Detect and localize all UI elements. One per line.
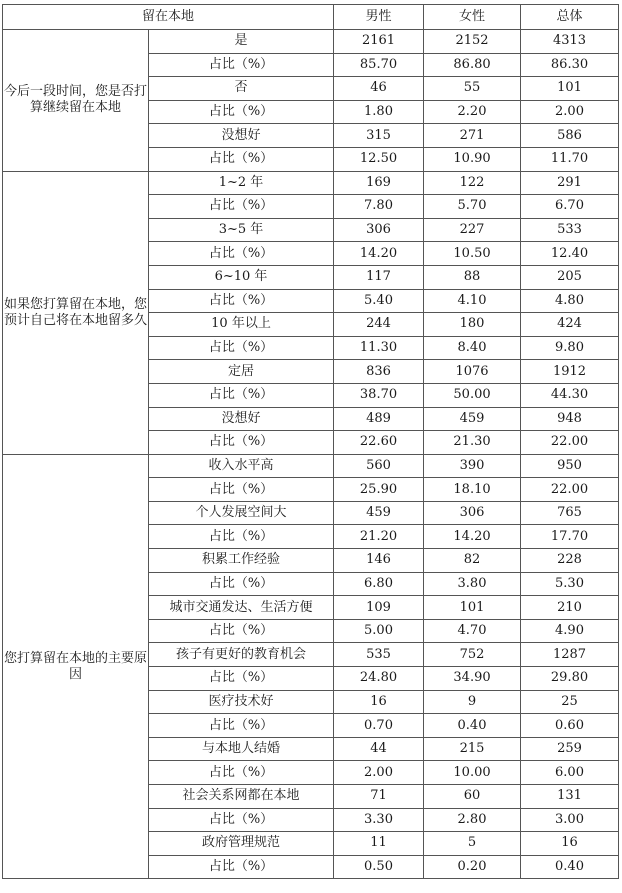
total-value: 17.70 (521, 525, 619, 549)
option-label: 占比（%） (149, 195, 334, 219)
header-male: 男性 (334, 5, 424, 30)
female-value: 215 (424, 737, 521, 761)
total-value: 1912 (521, 360, 619, 384)
option-label: 占比（%） (149, 100, 334, 124)
table-row (3, 30, 619, 54)
total-value: 22.00 (521, 478, 619, 502)
female-value: 0.40 (424, 714, 521, 738)
option-label: 没想好 (149, 124, 334, 148)
female-value: 88 (424, 265, 521, 289)
female-value: 390 (424, 454, 521, 478)
total-value: 6.00 (521, 761, 619, 785)
total-value: 765 (521, 501, 619, 525)
total-value: 11.70 (521, 147, 619, 171)
male-value: 489 (334, 407, 424, 431)
female-value: 8.40 (424, 336, 521, 360)
total-value: 16 (521, 832, 619, 856)
option-label: 社会关系网都在本地 (149, 785, 334, 809)
option-label: 占比（%） (149, 525, 334, 549)
male-value: 560 (334, 454, 424, 478)
total-value: 9.80 (521, 336, 619, 360)
male-value: 12.50 (334, 147, 424, 171)
male-value: 6.80 (334, 572, 424, 596)
male-value: 535 (334, 643, 424, 667)
male-value: 7.80 (334, 195, 424, 219)
male-value: 85.70 (334, 53, 424, 77)
option-label: 1~2 年 (149, 171, 334, 195)
male-value: 244 (334, 313, 424, 337)
male-value: 836 (334, 360, 424, 384)
option-label: 占比（%） (149, 855, 334, 879)
male-value: 38.70 (334, 383, 424, 407)
total-value: 586 (521, 124, 619, 148)
total-value: 1287 (521, 643, 619, 667)
total-value: 101 (521, 77, 619, 101)
female-value: 2.20 (424, 100, 521, 124)
option-label: 与本地人结婚 (149, 737, 334, 761)
total-value: 131 (521, 785, 619, 809)
total-value: 29.80 (521, 667, 619, 691)
option-label: 城市交通发达、生活方便 (149, 596, 334, 620)
female-value: 752 (424, 643, 521, 667)
male-value: 5.40 (334, 289, 424, 313)
male-value: 0.50 (334, 855, 424, 879)
option-label: 没想好 (149, 407, 334, 431)
female-value: 18.10 (424, 478, 521, 502)
option-label: 占比（%） (149, 619, 334, 643)
option-label: 占比（%） (149, 761, 334, 785)
female-value: 180 (424, 313, 521, 337)
female-value: 55 (424, 77, 521, 101)
option-label: 个人发展空间大 (149, 501, 334, 525)
survey-table (2, 4, 619, 879)
female-value: 0.20 (424, 855, 521, 879)
total-value: 259 (521, 737, 619, 761)
male-value: 21.20 (334, 525, 424, 549)
total-value: 3.00 (521, 808, 619, 832)
male-value: 22.60 (334, 431, 424, 455)
total-value: 86.30 (521, 53, 619, 77)
total-value: 25 (521, 690, 619, 714)
male-value: 459 (334, 501, 424, 525)
total-value: 4313 (521, 30, 619, 54)
table-row (3, 454, 619, 478)
option-label: 占比（%） (149, 714, 334, 738)
total-value: 205 (521, 265, 619, 289)
option-label: 6~10 年 (149, 265, 334, 289)
male-value: 11 (334, 832, 424, 856)
total-value: 5.30 (521, 572, 619, 596)
female-value: 5.70 (424, 195, 521, 219)
option-label: 3~5 年 (149, 218, 334, 242)
table-row (3, 171, 619, 195)
total-value: 22.00 (521, 431, 619, 455)
question-cell: 如果您打算留在本地，您预计自己将在本地留多久 (3, 171, 149, 454)
total-value: 424 (521, 313, 619, 337)
total-value: 533 (521, 218, 619, 242)
female-value: 5 (424, 832, 521, 856)
female-value: 10.50 (424, 242, 521, 266)
female-value: 306 (424, 501, 521, 525)
option-label: 收入水平高 (149, 454, 334, 478)
female-value: 101 (424, 596, 521, 620)
female-value: 82 (424, 549, 521, 573)
female-value: 21.30 (424, 431, 521, 455)
option-label: 占比（%） (149, 431, 334, 455)
total-value: 210 (521, 596, 619, 620)
total-value: 44.30 (521, 383, 619, 407)
option-label: 孩子有更好的教育机会 (149, 643, 334, 667)
male-value: 117 (334, 265, 424, 289)
male-value: 3.30 (334, 808, 424, 832)
male-value: 5.00 (334, 619, 424, 643)
male-value: 16 (334, 690, 424, 714)
question-cell: 今后一段时间，您是否打算继续留在本地 (3, 30, 149, 172)
option-label: 占比（%） (149, 667, 334, 691)
female-value: 4.70 (424, 619, 521, 643)
female-value: 2152 (424, 30, 521, 54)
female-value: 227 (424, 218, 521, 242)
option-label: 占比（%） (149, 808, 334, 832)
male-value: 2161 (334, 30, 424, 54)
male-value: 44 (334, 737, 424, 761)
total-value: 4.90 (521, 619, 619, 643)
option-label: 占比（%） (149, 572, 334, 596)
option-label: 占比（%） (149, 289, 334, 313)
header-female: 女性 (424, 5, 521, 30)
total-value: 12.40 (521, 242, 619, 266)
option-label: 积累工作经验 (149, 549, 334, 573)
header-category: 留在本地 (3, 5, 334, 30)
female-value: 10.90 (424, 147, 521, 171)
option-label: 医疗技术好 (149, 690, 334, 714)
total-value: 950 (521, 454, 619, 478)
question-cell: 您打算留在本地的主要原因 (3, 454, 149, 879)
male-value: 11.30 (334, 336, 424, 360)
total-value: 291 (521, 171, 619, 195)
table-body (3, 30, 619, 879)
male-value: 1.80 (334, 100, 424, 124)
male-value: 109 (334, 596, 424, 620)
male-value: 25.90 (334, 478, 424, 502)
option-label: 占比（%） (149, 147, 334, 171)
female-value: 122 (424, 171, 521, 195)
female-value: 459 (424, 407, 521, 431)
option-label: 定居 (149, 360, 334, 384)
female-value: 9 (424, 690, 521, 714)
option-label: 占比（%） (149, 383, 334, 407)
female-value: 86.80 (424, 53, 521, 77)
total-value: 0.60 (521, 714, 619, 738)
header-row (3, 5, 619, 30)
female-value: 60 (424, 785, 521, 809)
male-value: 46 (334, 77, 424, 101)
total-value: 228 (521, 549, 619, 573)
male-value: 306 (334, 218, 424, 242)
option-label: 是 (149, 30, 334, 54)
male-value: 24.80 (334, 667, 424, 691)
total-value: 2.00 (521, 100, 619, 124)
option-label: 10 年以上 (149, 313, 334, 337)
option-label: 否 (149, 77, 334, 101)
male-value: 2.00 (334, 761, 424, 785)
male-value: 146 (334, 549, 424, 573)
female-value: 14.20 (424, 525, 521, 549)
option-label: 占比（%） (149, 478, 334, 502)
header-total: 总体 (521, 5, 619, 30)
male-value: 71 (334, 785, 424, 809)
female-value: 3.80 (424, 572, 521, 596)
total-value: 6.70 (521, 195, 619, 219)
option-label: 占比（%） (149, 336, 334, 360)
option-label: 政府管理规范 (149, 832, 334, 856)
female-value: 2.80 (424, 808, 521, 832)
total-value: 948 (521, 407, 619, 431)
female-value: 10.00 (424, 761, 521, 785)
male-value: 14.20 (334, 242, 424, 266)
male-value: 0.70 (334, 714, 424, 738)
total-value: 4.80 (521, 289, 619, 313)
male-value: 169 (334, 171, 424, 195)
total-value: 0.40 (521, 855, 619, 879)
male-value: 315 (334, 124, 424, 148)
female-value: 271 (424, 124, 521, 148)
option-label: 占比（%） (149, 242, 334, 266)
female-value: 1076 (424, 360, 521, 384)
female-value: 34.90 (424, 667, 521, 691)
female-value: 50.00 (424, 383, 521, 407)
option-label: 占比（%） (149, 53, 334, 77)
female-value: 4.10 (424, 289, 521, 313)
